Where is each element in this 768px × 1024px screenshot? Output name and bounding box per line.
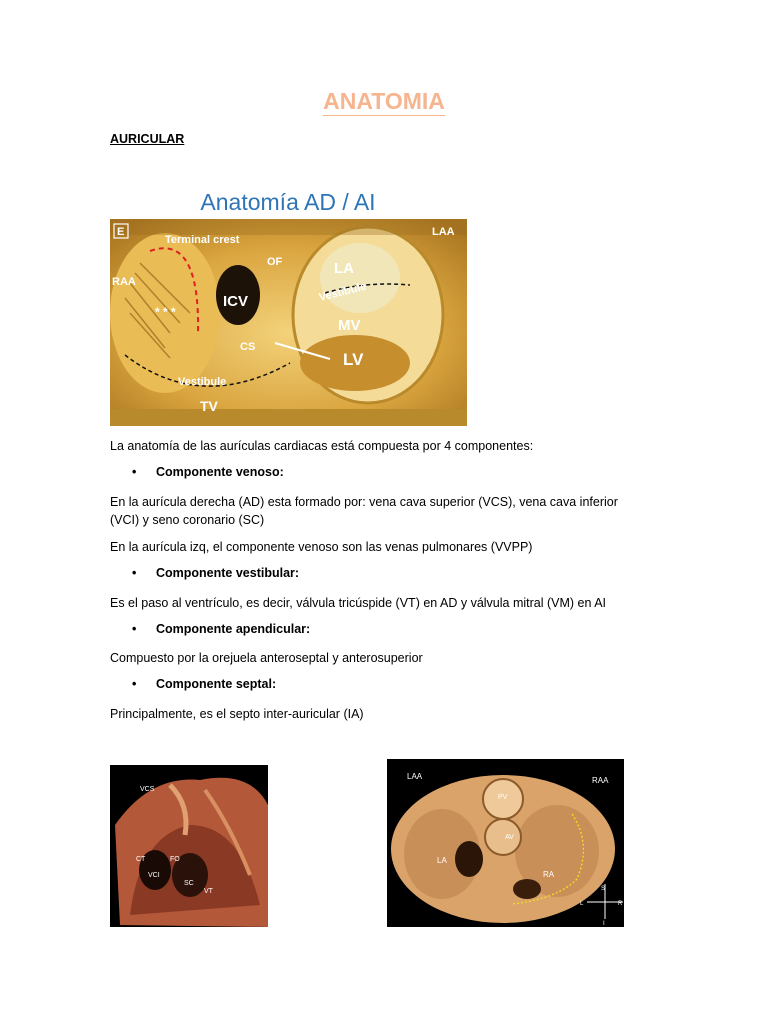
- label-laa-2: LAA: [407, 772, 423, 781]
- heart-section-photo: [387, 759, 624, 927]
- right-atrium-photo: [110, 765, 268, 927]
- bullet-apendicular: • Componente apendicular:: [132, 622, 311, 636]
- label-of: OF: [267, 256, 283, 268]
- label-vt: VT: [204, 888, 213, 895]
- label-la-2: LA: [437, 856, 447, 865]
- label-ra: RA: [543, 870, 555, 879]
- label-vestibule-top: Vestibule: [317, 280, 368, 304]
- document-title: ANATOMIA: [323, 88, 445, 114]
- label-asterisks: * * *: [155, 305, 176, 319]
- label-vci: VCI: [148, 872, 160, 879]
- label-icv: ICV: [223, 293, 249, 310]
- venoso-text-2: En la aurícula izq, el componente venoso son las venas pulmonares (VVPP): [110, 540, 533, 554]
- septal-text: Principalmente, es el septo inter-auricular (IA): [110, 707, 364, 721]
- figure-heading: Anatomía AD / AI: [200, 189, 376, 215]
- label-la: LA: [334, 260, 354, 277]
- label-cs: CS: [240, 341, 256, 353]
- apendicular-text: Compuesto por la orejuela anteroseptal y anterosuperior: [110, 651, 423, 665]
- panel-label: E: [117, 226, 125, 238]
- bullet-septal: • Componente septal:: [132, 677, 277, 691]
- intro-paragraph: La anatomía de las aurículas cardiacas está compuesta por 4 componentes:: [110, 439, 534, 453]
- label-mv: MV: [338, 317, 361, 334]
- label-terminal-crest: Terminal crest: [165, 234, 240, 246]
- label-raa: RAA: [112, 276, 136, 288]
- bullet-vestibular: • Componente vestibular:: [132, 566, 300, 580]
- label-tv: TV: [200, 398, 218, 414]
- label-pv: PV: [498, 794, 508, 801]
- label-i: I: [603, 921, 605, 927]
- label-av: AV: [505, 834, 514, 841]
- section-heading: AURICULAR: [110, 132, 185, 146]
- label-r: R: [618, 901, 623, 907]
- label-l: L: [580, 901, 584, 907]
- venoso-text-1: En la aurícula derecha (AD) esta formado por: vena cava superior (VCS), vena cava inferior (VCI) y seno coronario (SC): [110, 495, 618, 527]
- label-s: S: [601, 886, 606, 892]
- label-raa-2: RAA: [592, 776, 609, 785]
- label-laa: LAA: [432, 226, 455, 238]
- label-lv: LV: [343, 350, 364, 369]
- label-vcs: VCS: [140, 786, 155, 793]
- label-sc: SC: [184, 880, 194, 887]
- label-ct: CT: [136, 856, 146, 863]
- bullet-venoso: • Componente venoso:: [132, 465, 284, 479]
- label-fo: FO: [170, 856, 180, 863]
- label-vestibule-bottom: Vestibule: [178, 376, 227, 388]
- vestibular-text: Es el paso al ventrículo, es decir, válvula tricúspide (VT) en AD y válvula mitral (VM) en AI: [110, 596, 607, 610]
- atria-anatomy-figure: [110, 183, 467, 426]
